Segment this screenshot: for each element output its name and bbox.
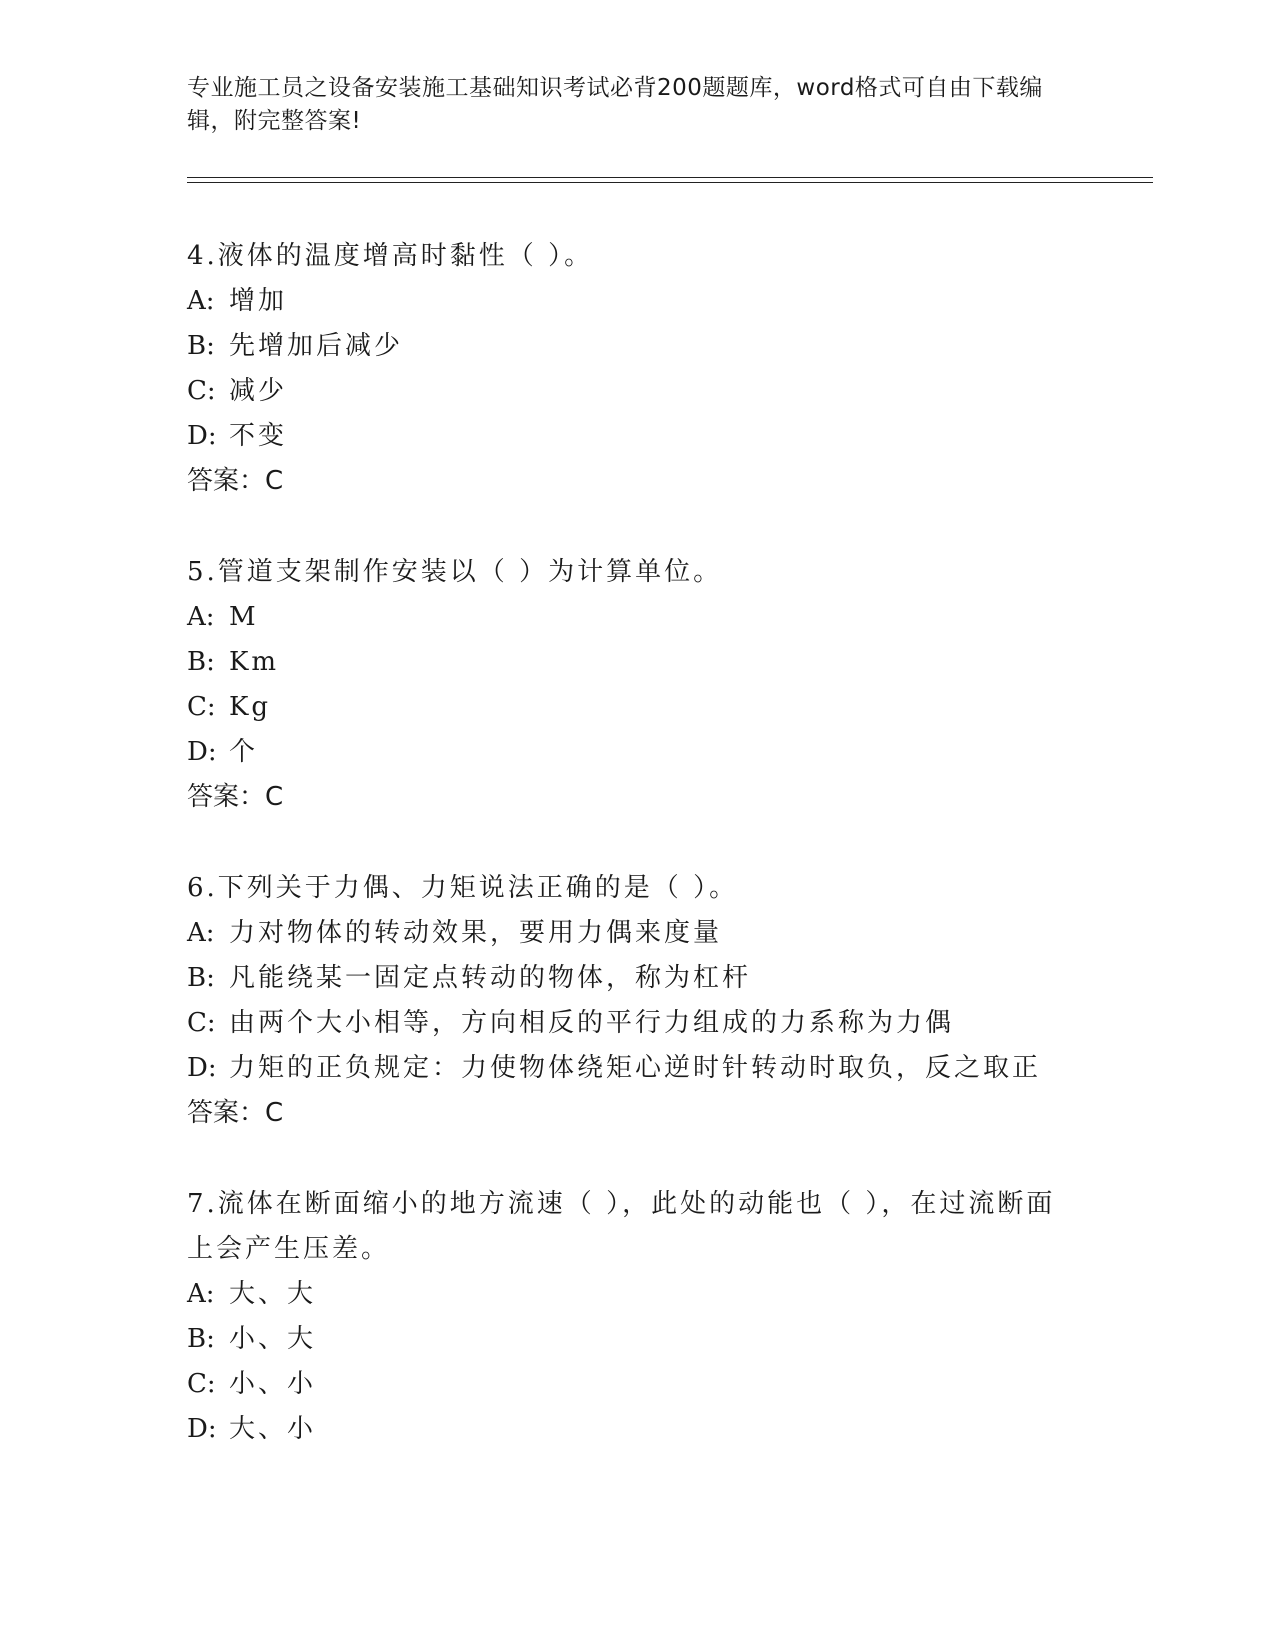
- option-key: B:: [187, 1324, 215, 1354]
- option-text: 不变: [229, 421, 288, 451]
- question-stem: 7.流体在断面缩小的地方流速（ ），此处的动能也（ ），在过流断面上会产生压差。: [187, 1189, 1056, 1264]
- option-text: 力矩的正负规定：力使物体绕矩心逆时针转动时取负，反之取正: [229, 1053, 1042, 1083]
- option-text: 凡能绕某一固定点转动的物体，称为杠杆: [229, 963, 752, 993]
- option-d: [187, 1407, 1067, 1452]
- option-key: D:: [187, 421, 217, 451]
- question-4: [187, 234, 1067, 504]
- option-key: B:: [187, 963, 215, 993]
- option-a: [187, 1272, 1067, 1317]
- option-b: [187, 324, 1067, 369]
- option-text: Kg: [229, 692, 272, 722]
- option-a: [187, 595, 1067, 640]
- option-text: 个: [229, 737, 259, 767]
- option-key: C:: [187, 376, 216, 406]
- option-text: 小、大: [229, 1324, 317, 1354]
- option-text: 由两个大小相等，方向相反的平行力组成的力系称为力偶: [229, 1008, 955, 1038]
- question-6: [187, 866, 1067, 1136]
- option-d: [187, 414, 1067, 459]
- question-stem: 4.液体的温度增高时黏性（ ）。: [187, 241, 594, 271]
- option-key: A:: [187, 918, 215, 948]
- option-c: [187, 1001, 1067, 1046]
- header-divider-top: [187, 177, 1153, 178]
- option-text: Km: [229, 647, 280, 677]
- question-stem: 6.下列关于力偶、力矩说法正确的是（ ）。: [187, 873, 739, 903]
- answer: 答案：C: [187, 1098, 284, 1128]
- option-text: 大、小: [229, 1414, 317, 1444]
- option-text: 减少: [229, 376, 288, 406]
- option-text: 先增加后减少: [229, 331, 404, 361]
- option-key: A:: [187, 1279, 215, 1309]
- option-key: B:: [187, 647, 215, 677]
- option-text: 小、小: [229, 1369, 317, 1399]
- option-key: A:: [187, 286, 215, 316]
- answer: 答案：C: [187, 782, 284, 812]
- option-key: D:: [187, 737, 217, 767]
- option-key: C:: [187, 1008, 216, 1038]
- option-key: A:: [187, 602, 215, 632]
- option-text: M: [229, 602, 259, 632]
- option-c: [187, 685, 1067, 730]
- option-b: [187, 956, 1067, 1001]
- question-stem: 5.管道支架制作安装以（ ）为计算单位。: [187, 557, 723, 587]
- option-a: [187, 279, 1067, 324]
- option-key: B:: [187, 331, 215, 361]
- document-title: 专业施工员之设备安装施工基础知识考试必背200题题库，word格式可自由下载编辑，附完整答案!: [187, 75, 1043, 134]
- option-b: [187, 640, 1067, 685]
- option-c: [187, 1362, 1067, 1407]
- header-divider-bottom: [187, 182, 1153, 183]
- option-key: D:: [187, 1414, 217, 1444]
- option-text: 大、大: [229, 1279, 317, 1309]
- option-b: [187, 1317, 1067, 1362]
- answer: 答案：C: [187, 466, 284, 496]
- question-7: [187, 1182, 1067, 1452]
- option-a: [187, 911, 1067, 956]
- option-key: C:: [187, 692, 216, 722]
- option-key: D:: [187, 1053, 217, 1083]
- option-text: 力对物体的转动效果，要用力偶来度量: [229, 918, 723, 948]
- question-5: [187, 550, 1067, 820]
- option-d: [187, 1046, 1067, 1091]
- option-text: 增加: [229, 286, 288, 316]
- option-key: C:: [187, 1369, 216, 1399]
- option-c: [187, 369, 1067, 414]
- option-d: [187, 730, 1067, 775]
